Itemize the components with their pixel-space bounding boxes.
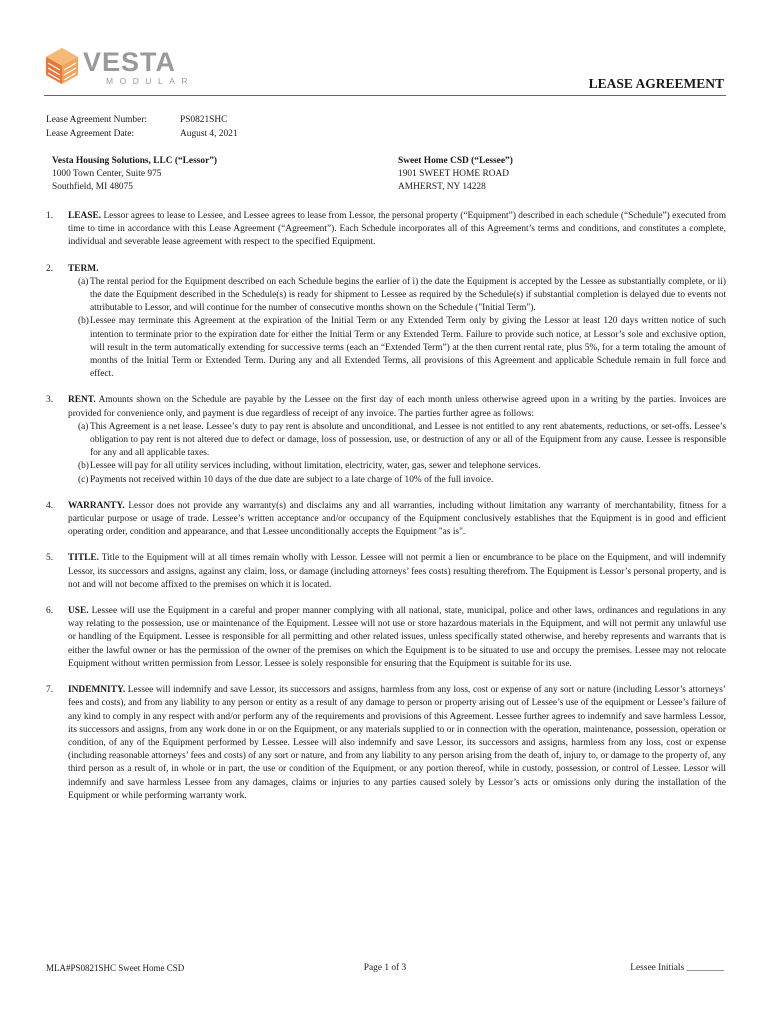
section-body <box>68 263 726 382</box>
footer-page-number: Page 1 of 3 <box>363 963 407 973</box>
section-heading: LEASE. <box>68 211 102 221</box>
section-paragraph <box>68 263 726 276</box>
section-heading: USE. <box>68 606 89 617</box>
section-text: Lessee will use the Equipment in a careful and proper manner complying with all national, state, municipal, police and other laws, ordinances and regulations in any way relating to the possession, use or maintenance of the Equipment. Lessee will not use or store hazardous materials in the Equipment, and will not permit any unlawful use or handling of the Equipment. Lessee is responsible for all permitting and other related issues, unless specifically stated otherwise, and hereby represents and warrants that is either the lawful owner or has the permission of the owner of the premises on which the Equipment is to be situated to use and occupy the premises. Lessee may not relocate Equipment without written permission from Lessor. Lessee is solely responsible for ensuring that the Equipment is suitable for its use. <box>68 606 726 669</box>
section-body <box>68 552 726 592</box>
section-heading: WARRANTY. <box>68 500 125 511</box>
subitem-text: Lessee will pay for all utility services including, without limitation, electricity, water, gas, sewer and telephone services. <box>90 461 541 472</box>
page-footer <box>46 962 724 976</box>
section-body <box>68 394 726 486</box>
footer-document-id: MLA#PS0821SHC Sweet Home CSD <box>46 963 185 973</box>
section-text: Amounts shown on the Schedule are payable by the Lessee on the first day of each month unless otherwise agreed upon in a writing by the parties. Invoices are provided for convenience only, and payment is due regardless of receipt of any invoice. The parties further agree as follows: <box>68 395 726 419</box>
lessor-name: Vesta Housing Solutions, LLC (“Lessor”) <box>52 156 218 166</box>
subitem-text: This Agreement is a net lease. Lessee’s duty to pay rent is absolute and unconditional, and Lessee is not entitled to any rent abatements, reductions, or set-offs. Lessee’s obligation to pay rent is not altered due to defect or damage, loss of possession, use, or destruction of any or all of the Equipment from any cause. Lessee is responsible for any and all applicable taxes. <box>90 421 726 459</box>
section-body <box>68 210 726 250</box>
brand-name: VESTA <box>83 47 177 77</box>
section-number: 1. <box>46 211 54 221</box>
vesta-modular-logo <box>44 46 194 92</box>
section-number: 7. <box>46 685 54 696</box>
section-body <box>68 684 726 803</box>
section-heading: TERM. <box>68 263 99 274</box>
section-subitem <box>68 460 726 473</box>
document-title: LEASE AGREEMENT <box>588 76 724 91</box>
lease-section <box>46 684 726 803</box>
section-text: Lessor agrees to lease to Lessee, and Lessee agrees to lease from Lessor, the personal property (“Equipment”) described in each schedule (“Schedule”) executed from time to time in accordance with this Lease Agreement (“Agreement”). Each Schedule incorporates all of this Agreement’s terms and conditions, and constitutes a complete, individual and severable lease agreement with respect to the specified Equipment. <box>68 211 727 248</box>
subitem-letter: (b) <box>78 316 89 327</box>
subitem-letter: (c) <box>78 474 89 485</box>
section-heading: RENT. <box>68 395 96 406</box>
section-text: Title to the Equipment will at all times remain wholly with Lessor. Lessee will not permit a lien or encumbrance to be place on the Equipment, and will indemnify Lessor, its successors and assigns, against any claim, loss, or damage (including attorneys’ fees costs) resulting therefrom. The Equipment is Lessor’s personal property, and is not and will not become affixed to the premises on which it is located. <box>68 553 726 590</box>
section-number: 5. <box>46 553 54 564</box>
subitem-text: Lessee may terminate this Agreement at the expiration of the Initial Term or any Extended Term only by giving the Lessor at least 120 days written notice of such intention to terminate prior to the expiration date for either the Initial Term or any Extended Term. Failure to provide such notice, at Lessor’s sole and exclusive option, will result in the term automatically extending for successive terms (each an “Extended Term”) at the then current rental rate, plus 5%, for a term totaling the amount of months of the Initial Term or Extended Term. During any and all Extended Terms, all provisions of this Agreement and applicable Schedule remain in full force and effect. <box>90 316 726 380</box>
section-subitem <box>68 474 726 487</box>
section-paragraph <box>68 210 726 250</box>
agreement-number-label: Lease Agreement Number: <box>46 115 148 125</box>
subitem-letter: (b) <box>78 461 89 472</box>
subitem-text: The rental period for the Equipment described on each Schedule begins the earlier of i) the date the Equipment is accepted by the Lessee as substantially complete, or ii) the date the Equipment described in the Schedule(s) is ready for shipment to Lessee as required by the Schedule(s) if substantial completion is delayed due to events not attributable to Lessor, and will continue for the number of consecutive months shown on the Schedule ("Initial Term"). <box>90 276 726 314</box>
section-paragraph <box>68 552 726 592</box>
lease-section <box>46 210 726 250</box>
agreement-date-value: August 4, 2021 <box>180 129 238 139</box>
section-paragraph <box>68 394 726 420</box>
lessee-name: Sweet Home CSD (“Lessee”) <box>398 156 513 166</box>
section-paragraph <box>68 500 726 540</box>
section-number: 3. <box>46 395 54 406</box>
lease-section <box>46 394 726 486</box>
lease-section <box>46 552 726 592</box>
section-subitem <box>68 276 726 316</box>
section-paragraph <box>68 684 726 803</box>
section-body <box>68 500 726 540</box>
lessor-block <box>52 155 217 195</box>
lessor-address-line-1: 1000 Town Center, Suite 975 <box>52 169 162 180</box>
section-number: 4. <box>46 500 54 511</box>
subitem-letter: (a) <box>78 421 89 432</box>
section-number: 6. <box>46 606 54 617</box>
lease-section <box>46 263 726 382</box>
hexagon-logo-icon <box>44 46 80 86</box>
section-heading: INDEMNITY. <box>68 685 126 696</box>
agreement-date-row <box>46 128 238 142</box>
lessee-block <box>398 155 513 195</box>
section-subitem <box>68 421 726 461</box>
agreement-meta <box>46 114 238 142</box>
lessee-address-line-1: 1901 SWEET HOME ROAD <box>398 169 510 180</box>
lease-sections <box>46 210 726 816</box>
agreement-number-row <box>46 114 238 128</box>
section-number: 2. <box>46 263 54 274</box>
section-text: Lessee will indemnify and save Lessor, its successors and assigns, harmless from any loss, cost or expense of any sort or nature (including Lessor’s attorneys’ fees and costs), and from any liability to any person or entity as a result of any damage to person or property arising out of Lessee’s use of the equipment or Lessee’s failure of any kind to comply in any respect with and/or perform any of the requirements and provisions of this Agreement. Lessee further agrees to indemnify and save harmless Lessor, its successors and assigns, from any work done in or on the Equipment, or any materials supplied to or in connection with the operation, maintenance, possession, operation or condition, of any of the Equipment performed by Lessee. Lessee will also indemnify and save Lessor, its successors and assigns, harmless from any loss, cost or expense (including reasonable attorneys’ fees and costs) of any sort or nature, and from any liability to any person arising from the death of, injury to, or damage to the property of, any third person as a result of, in whole or in part, the use or condition of the Equipment, or any portion thereof, while in custody, possession, or control of Lessee. Lessor will indemnify and save harmless Lessee from any damages, claims or injuries to any parties caused solely by Lessor’s acts or omissions only during the installation of the Equipment or while performing warranty work. <box>68 685 727 801</box>
lessor-address-line-2: Southfield, MI 48075 <box>52 182 133 193</box>
section-paragraph <box>68 605 726 671</box>
title-divider <box>44 95 726 96</box>
section-text: Lessor does not provide any warranty(s) and disclaims any and all warranties, including without limitation any warranty of merchantability, fitness for a particular purpose or usage of trade. Lessee’s written acceptance and/or occupancy of the Equipment conclusively establishes that the Equipment is in good and efficient operating order, condition and appearance, and that Lessee unconditionally accepts the Equipment "as is". <box>68 500 726 538</box>
lessee-address-line-2: AMHERST, NY 14228 <box>398 182 486 193</box>
section-subitem <box>68 315 726 381</box>
footer-lessee-initials: Lessee Initials ________ <box>630 963 724 973</box>
lease-section <box>46 605 726 671</box>
subitem-letter: (a) <box>78 276 89 287</box>
lease-section <box>46 500 726 540</box>
section-heading: TITLE. <box>68 553 100 564</box>
subitem-text: Payments not received within 10 days of the due date are subject to a late charge of 10% of the full invoice. <box>90 474 494 485</box>
agreement-date-label: Lease Agreement Date: <box>46 129 134 139</box>
agreement-number-value: PS0821SHC <box>180 115 228 125</box>
section-body <box>68 605 726 671</box>
brand-subtitle: MODULAR <box>106 76 195 86</box>
